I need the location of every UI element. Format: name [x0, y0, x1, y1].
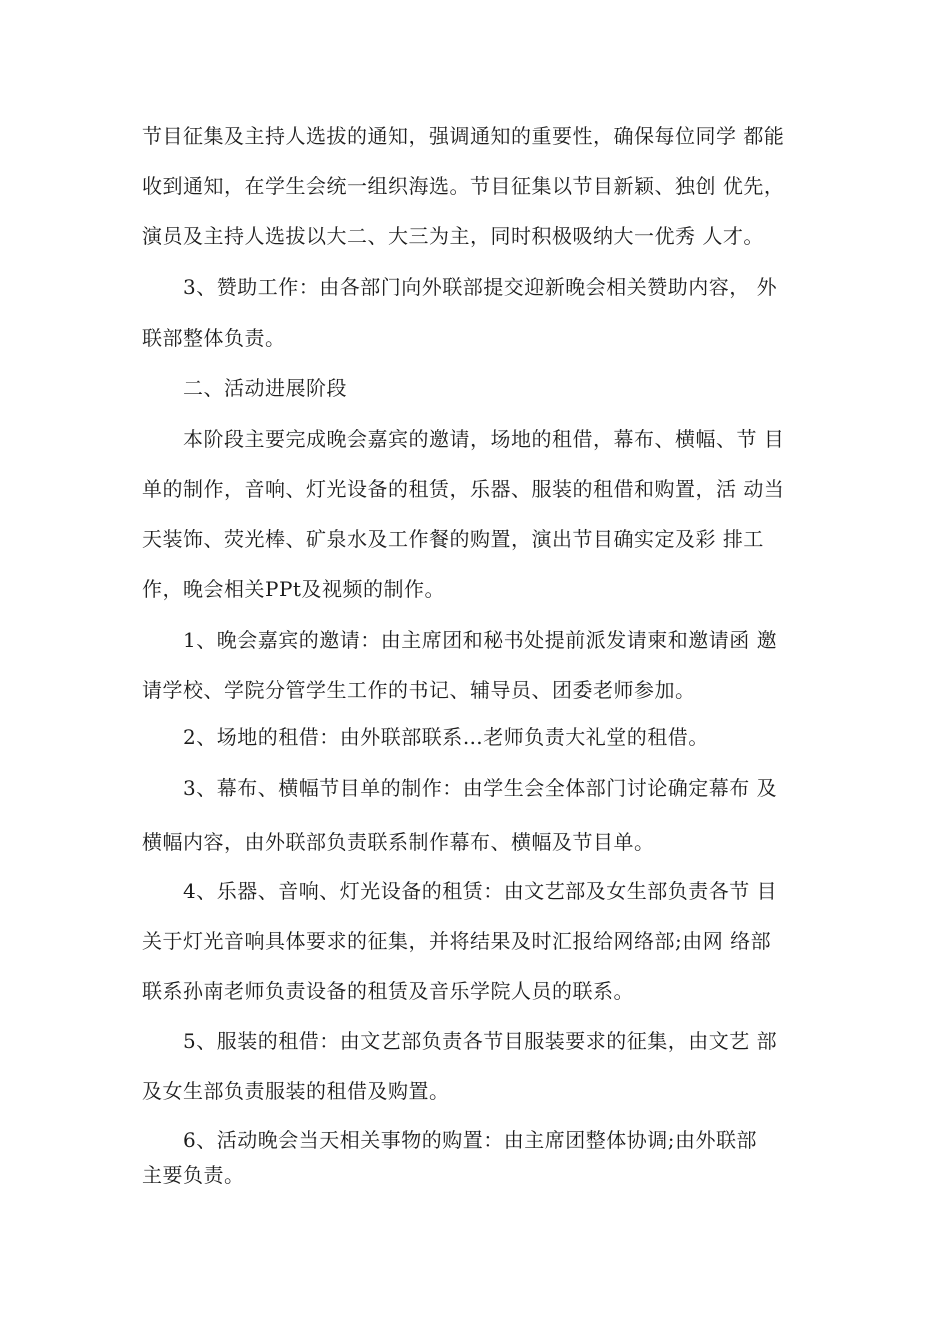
text-line: 请学校、学院分管学生工作的书记、辅导员、团委老师参加。: [142, 678, 696, 702]
text-line: 及女生部负责服装的租借及购置。: [142, 1079, 450, 1103]
text-line: 单的制作，音响、灯光设备的租赁，乐器、服装的租借和购置，活 动当: [142, 477, 785, 501]
text-line: 演员及主持人选拔以大二、大三为主，同时积极吸纳大一优秀 人才。: [142, 224, 764, 248]
text-line: 收到通知，在学生会统一组织海选。节目征集以节目新颖、独创 优先，: [142, 174, 785, 198]
text-line: 本阶段主要完成晚会嘉宾的邀请，场地的租借，幕布、横幅、节 目: [183, 427, 785, 451]
text-line: 联部整体负责。: [142, 326, 286, 350]
text-line: 节目征集及主持人选拔的通知，强调通知的重要性，确保每位同学 都能: [142, 124, 785, 148]
text-line: 关于灯光音响具体要求的征集，并将结果及时汇报给网络部;由网 络部: [142, 929, 772, 953]
text-line: 1、晚会嘉宾的邀请：由主席团和秘书处提前派发请柬和邀请函 邀: [183, 628, 778, 652]
text-line: 作，晚会相关PPt及视频的制作。: [142, 577, 445, 601]
text-line: 天装饰、荧光棒、矿泉水及工作餐的购置，演出节目确实定及彩 排工: [142, 527, 764, 551]
text-line: 5、服装的租借：由文艺部负责各节目服装要求的征集，由文艺 部: [183, 1029, 778, 1053]
section-heading: 二、活动进展阶段: [183, 376, 347, 400]
text-line: 3、幕布、横幅节目单的制作：由学生会全体部门讨论确定幕布 及: [183, 776, 778, 800]
text-line: 2、场地的租借：由外联部联系…老师负责大礼堂的租借。: [183, 725, 709, 749]
text-line: 主要负责。: [142, 1163, 245, 1187]
text-line: 6、活动晚会当天相关事物的购置：由主席团整体协调;由外联部: [183, 1128, 757, 1152]
text-line: 3、赞助工作：由各部门向外联部提交迎新晚会相关赞助内容， 外: [183, 275, 778, 299]
text-line: 横幅内容，由外联部负责联系制作幕布、横幅及节目单。: [142, 830, 655, 854]
text-line: 联系孙南老师负责设备的租赁及音乐学院人员的联系。: [142, 979, 634, 1003]
text-line: 4、乐器、音响、灯光设备的租赁：由文艺部及女生部负责各节 目: [183, 879, 778, 903]
